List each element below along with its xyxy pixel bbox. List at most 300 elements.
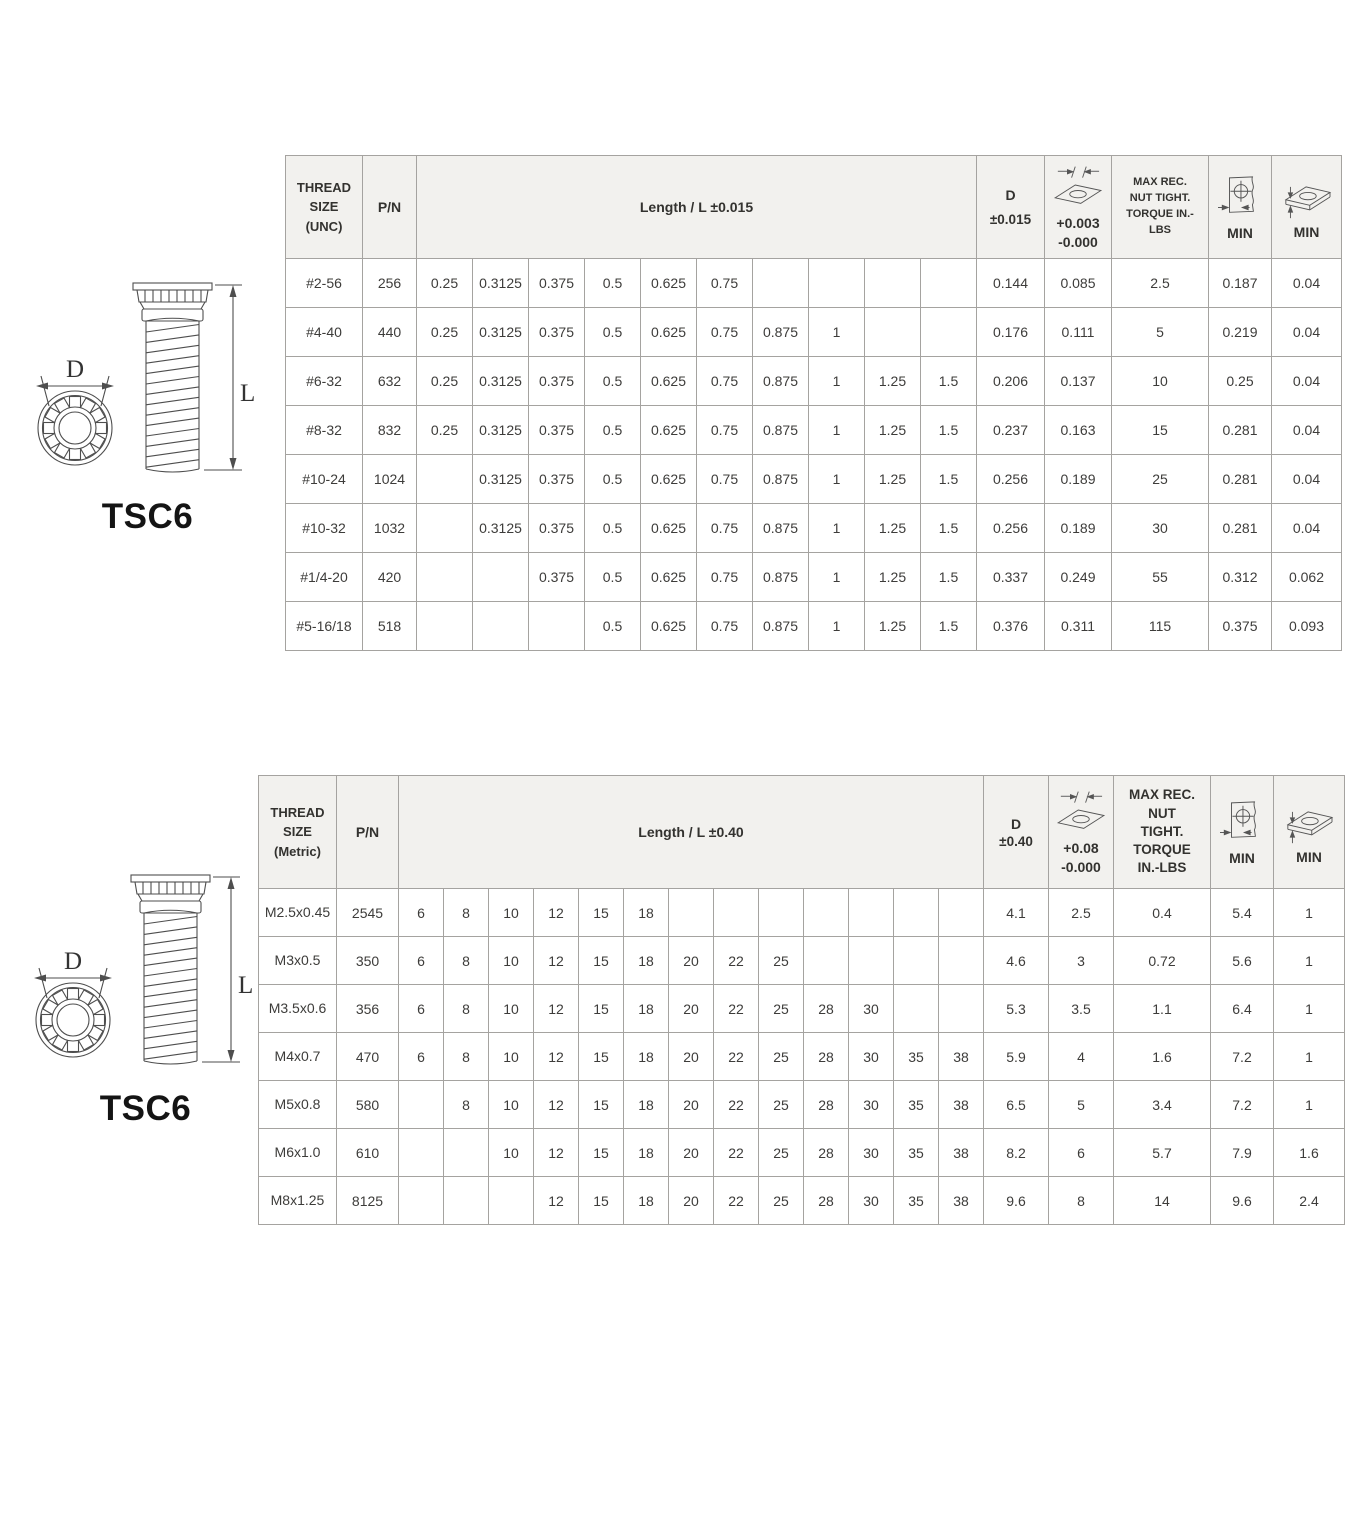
cell-thread-size: M4x0.7: [259, 1033, 337, 1081]
col-header-thread-size: THREAD SIZE (UNC): [286, 156, 363, 259]
cell-thread-size: M3.5x0.6: [259, 985, 337, 1033]
cell-length: 0.75: [697, 259, 753, 308]
col-header-diameter-d: [977, 156, 1045, 259]
cell-length: [939, 889, 984, 937]
cell-length: 15: [579, 1129, 624, 1177]
cell-max-torque: 0.72: [1114, 937, 1211, 985]
cell-length: 6: [399, 985, 444, 1033]
cell-max-torque: 10: [1112, 357, 1209, 406]
cell-length: 15: [579, 1081, 624, 1129]
cell-min-edge: 0.312: [1209, 553, 1272, 602]
spec-row: [286, 553, 1342, 602]
cell-length: [894, 937, 939, 985]
cell-length: [759, 889, 804, 937]
min-edge-label: MIN: [1227, 225, 1253, 241]
cell-min-thickness: 1: [1274, 1033, 1345, 1081]
cell-min-edge: 7.2: [1211, 1081, 1274, 1129]
cell-length: 8: [444, 889, 489, 937]
tsc6-technical-drawing-metric: [28, 870, 263, 1080]
spec-row: [259, 1129, 1345, 1177]
cell-length: 1: [809, 406, 865, 455]
cell-length: 25: [759, 1177, 804, 1225]
cell-min-thickness: 0.04: [1272, 357, 1342, 406]
cell-length: 12: [534, 1033, 579, 1081]
cell-min-edge: 0.25: [1209, 357, 1272, 406]
cell-length: 0.625: [641, 504, 697, 553]
cell-length: 35: [894, 1033, 939, 1081]
cell-length: 1.25: [865, 406, 921, 455]
cell-length: 0.875: [753, 553, 809, 602]
cell-min-edge: 5.4: [1211, 889, 1274, 937]
cell-length: 35: [894, 1081, 939, 1129]
cell-length: 18: [624, 1129, 669, 1177]
spec-row: [259, 1177, 1345, 1225]
cell-length: 20: [669, 1081, 714, 1129]
cell-length: 0.5: [585, 553, 641, 602]
cell-length: 12: [534, 985, 579, 1033]
cell-part-number: 832: [363, 406, 417, 455]
cell-length: 0.375: [529, 357, 585, 406]
cell-length: 25: [759, 1033, 804, 1081]
cell-length: 0.625: [641, 406, 697, 455]
col-header-diameter-d: [984, 776, 1049, 889]
cell-length: 20: [669, 985, 714, 1033]
cell-length: 1: [809, 357, 865, 406]
cell-hole-tolerance: 0.137: [1045, 357, 1112, 406]
cell-max-torque: 5: [1112, 308, 1209, 357]
cell-diameter-d: 0.376: [977, 602, 1045, 651]
cell-length: 0.875: [753, 406, 809, 455]
col-header-length-group: Length / L ±0.40: [399, 776, 984, 889]
cell-length: 0.625: [641, 357, 697, 406]
cell-length: 15: [579, 1033, 624, 1081]
cell-min-thickness: 0.04: [1272, 455, 1342, 504]
cell-part-number: 632: [363, 357, 417, 406]
col-header-max-torque: MAX REC. NUT TIGHT. TORQUE IN.-LBS: [1114, 776, 1211, 889]
cell-length: [399, 1177, 444, 1225]
cell-diameter-d: 4.1: [984, 889, 1049, 937]
cell-length: [865, 308, 921, 357]
cell-length: 38: [939, 1033, 984, 1081]
cell-thread-size: #10-32: [286, 504, 363, 553]
tsc6-drawing-svg: [28, 870, 263, 1080]
cell-min-edge: 0.281: [1209, 504, 1272, 553]
cell-min-edge: 7.9: [1211, 1129, 1274, 1177]
cell-part-number: 580: [337, 1081, 399, 1129]
cell-length: 0.5: [585, 357, 641, 406]
cell-min-thickness: 0.04: [1272, 259, 1342, 308]
cell-part-number: 1024: [363, 455, 417, 504]
col-header-min-thickness: [1274, 776, 1345, 889]
cell-thread-size: #5-16/18: [286, 602, 363, 651]
cell-length: 20: [669, 1177, 714, 1225]
cell-length: 35: [894, 1177, 939, 1225]
d-label: D: [1010, 815, 1022, 832]
cell-length: 20: [669, 937, 714, 985]
cell-length: 0.375: [529, 455, 585, 504]
cell-length: 0.3125: [473, 406, 529, 455]
col-header-max-torque: MAX REC. NUT TIGHT. TORQUE IN.-LBS: [1112, 156, 1209, 259]
cell-length: 1: [809, 602, 865, 651]
cell-length: 30: [849, 1081, 894, 1129]
cell-length: 25: [759, 985, 804, 1033]
cell-part-number: 518: [363, 602, 417, 651]
cell-min-thickness: 1: [1274, 1081, 1345, 1129]
cell-length: 6: [399, 937, 444, 985]
cell-length: 38: [939, 1177, 984, 1225]
cell-max-torque: 1.1: [1114, 985, 1211, 1033]
cell-length: [894, 985, 939, 1033]
edge-distance-dim-icon: [1218, 173, 1262, 221]
cell-max-torque: 0.4: [1114, 889, 1211, 937]
cell-length: 0.5: [585, 406, 641, 455]
cell-length: 22: [714, 1129, 759, 1177]
cell-length: 1.5: [921, 504, 977, 553]
cell-hole-tolerance: 0.249: [1045, 553, 1112, 602]
cell-min-thickness: 2.4: [1274, 1177, 1345, 1225]
cell-hole-tolerance: 4: [1049, 1033, 1114, 1081]
cell-length: 12: [534, 1177, 579, 1225]
cell-length: [804, 937, 849, 985]
cell-part-number: 420: [363, 553, 417, 602]
cell-length: 0.75: [697, 406, 753, 455]
cell-length: 28: [804, 1129, 849, 1177]
cell-diameter-d: 5.9: [984, 1033, 1049, 1081]
cell-length: 0.25: [417, 406, 473, 455]
cell-length: 22: [714, 985, 759, 1033]
cell-length: 1.5: [921, 406, 977, 455]
cell-hole-tolerance: 2.5: [1049, 889, 1114, 937]
col-header-min-edge: [1211, 776, 1274, 889]
cell-length: 0.75: [697, 308, 753, 357]
cell-length: 0.5: [585, 455, 641, 504]
cell-diameter-d: 0.256: [977, 455, 1045, 504]
col-header-part-number: P/N: [363, 156, 417, 259]
cell-min-thickness: 0.04: [1272, 504, 1342, 553]
cell-length: 1: [809, 455, 865, 504]
cell-length: 15: [579, 937, 624, 985]
cell-min-thickness: 0.04: [1272, 406, 1342, 455]
cell-length: 1.5: [921, 553, 977, 602]
col-header-thread-size: THREAD SIZE (Metric): [259, 776, 337, 889]
cell-length: 35: [894, 1129, 939, 1177]
cell-hole-tolerance: 0.111: [1045, 308, 1112, 357]
cell-length: 0.75: [697, 602, 753, 651]
cell-length: 22: [714, 1177, 759, 1225]
cell-length: 0.3125: [473, 259, 529, 308]
cell-length: 1.25: [865, 602, 921, 651]
header-row: [259, 776, 1345, 889]
cell-length: 1.25: [865, 504, 921, 553]
cell-length: 0.875: [753, 504, 809, 553]
cell-length: 25: [759, 1081, 804, 1129]
cell-length: 0.25: [417, 308, 473, 357]
spec-row: [259, 1081, 1345, 1129]
cell-min-edge: 0.281: [1209, 406, 1272, 455]
cell-length: 0.625: [641, 553, 697, 602]
hole-width-dim-icon: [1056, 788, 1106, 832]
cell-part-number: 440: [363, 308, 417, 357]
cell-part-number: 356: [337, 985, 399, 1033]
spec-row: [286, 504, 1342, 553]
cell-length: [939, 937, 984, 985]
cell-length: 28: [804, 1177, 849, 1225]
cell-length: 28: [804, 985, 849, 1033]
hole-tolerance-value: +0.003 -0.000: [1056, 215, 1100, 250]
hole-width-dim-icon: [1053, 163, 1103, 207]
cell-length: 1.5: [921, 602, 977, 651]
cell-min-edge: 6.4: [1211, 985, 1274, 1033]
cell-length: 12: [534, 1129, 579, 1177]
cell-length: 0.625: [641, 602, 697, 651]
cell-length: [399, 1129, 444, 1177]
cell-min-edge: 0.375: [1209, 602, 1272, 651]
cell-part-number: 8125: [337, 1177, 399, 1225]
cell-hole-tolerance: 0.311: [1045, 602, 1112, 651]
cell-min-edge: 7.2: [1211, 1033, 1274, 1081]
cell-thread-size: M3x0.5: [259, 937, 337, 985]
cell-length: [473, 602, 529, 651]
cell-min-edge: 5.6: [1211, 937, 1274, 985]
cell-length: 0.25: [417, 357, 473, 406]
spec-row: [286, 259, 1342, 308]
cell-length: 0.375: [529, 308, 585, 357]
cell-length: 12: [534, 1081, 579, 1129]
col-header-min-edge: [1209, 156, 1272, 259]
cell-length: 1: [809, 308, 865, 357]
cell-hole-tolerance: 3.5: [1049, 985, 1114, 1033]
min-edge-label: MIN: [1229, 850, 1255, 866]
cell-max-torque: 115: [1112, 602, 1209, 651]
cell-max-torque: 2.5: [1112, 259, 1209, 308]
cell-length: 0.875: [753, 602, 809, 651]
cell-min-thickness: 1: [1274, 937, 1345, 985]
sheet-thickness-dim-icon: [1282, 174, 1332, 220]
cell-length: [529, 602, 585, 651]
cell-length: 22: [714, 937, 759, 985]
cell-max-torque: 15: [1112, 406, 1209, 455]
min-thickness-label: MIN: [1293, 224, 1320, 240]
cell-diameter-d: 5.3: [984, 985, 1049, 1033]
cell-thread-size: M8x1.25: [259, 1177, 337, 1225]
cell-length: 1.5: [921, 455, 977, 504]
cell-length: 0.875: [753, 308, 809, 357]
cell-length: 0.75: [697, 553, 753, 602]
cell-diameter-d: 0.237: [977, 406, 1045, 455]
product-name-metric: TSC6: [99, 1089, 192, 1128]
cell-max-torque: 1.6: [1114, 1033, 1211, 1081]
cell-length: 8: [444, 1033, 489, 1081]
cell-length: 18: [624, 937, 669, 985]
cell-length: 18: [624, 889, 669, 937]
hole-tolerance-value: +0.08 -0.000: [1061, 840, 1101, 875]
product-name-unc: TSC6: [101, 497, 194, 536]
cell-length: 1.25: [865, 553, 921, 602]
cell-length: 12: [534, 937, 579, 985]
cell-part-number: 256: [363, 259, 417, 308]
cell-length: 0.375: [529, 259, 585, 308]
cell-length: 0.5: [585, 602, 641, 651]
cell-length: 10: [489, 1129, 534, 1177]
cell-hole-tolerance: 0.163: [1045, 406, 1112, 455]
cell-length: 30: [849, 1177, 894, 1225]
cell-length: 0.5: [585, 308, 641, 357]
d-tolerance-label: ±0.40: [999, 833, 1033, 849]
cell-length: 25: [759, 937, 804, 985]
cell-length: 1.25: [865, 357, 921, 406]
cell-max-torque: 30: [1112, 504, 1209, 553]
cell-thread-size: M2.5x0.45: [259, 889, 337, 937]
cell-length: 0.625: [641, 455, 697, 504]
cell-diameter-d: 8.2: [984, 1129, 1049, 1177]
cell-max-torque: 55: [1112, 553, 1209, 602]
cell-length: 1: [809, 553, 865, 602]
spec-row: [259, 985, 1345, 1033]
cell-length: 18: [624, 1033, 669, 1081]
unc-spec-table: [285, 155, 1342, 651]
cell-length: 8: [444, 985, 489, 1033]
tsc6-drawing-svg: [30, 278, 265, 488]
cell-length: 1: [809, 504, 865, 553]
cell-thread-size: #6-32: [286, 357, 363, 406]
cell-length: [417, 602, 473, 651]
cell-length: 10: [489, 889, 534, 937]
cell-length: [714, 889, 759, 937]
cell-length: 6: [399, 1033, 444, 1081]
cell-length: 25: [759, 1129, 804, 1177]
cell-min-thickness: 1: [1274, 889, 1345, 937]
cell-length: 0.5: [585, 504, 641, 553]
cell-length: 0.25: [417, 259, 473, 308]
cell-length: 18: [624, 1177, 669, 1225]
cell-diameter-d: 0.144: [977, 259, 1045, 308]
cell-diameter-d: 9.6: [984, 1177, 1049, 1225]
cell-diameter-d: 4.6: [984, 937, 1049, 985]
cell-length: 15: [579, 889, 624, 937]
cell-thread-size: M5x0.8: [259, 1081, 337, 1129]
cell-length: 18: [624, 1081, 669, 1129]
spec-row: [286, 602, 1342, 651]
cell-length: 20: [669, 1129, 714, 1177]
cell-hole-tolerance: 8: [1049, 1177, 1114, 1225]
cell-part-number: 1032: [363, 504, 417, 553]
cell-length: [417, 553, 473, 602]
cell-length: 6: [399, 889, 444, 937]
d-tolerance-label: ±0.015: [989, 212, 1032, 227]
cell-length: 20: [669, 1033, 714, 1081]
cell-max-torque: 5.7: [1114, 1129, 1211, 1177]
min-thickness-label: MIN: [1296, 849, 1322, 865]
cell-length: 22: [714, 1081, 759, 1129]
cell-length: [809, 259, 865, 308]
cell-length: 10: [489, 1033, 534, 1081]
cell-hole-tolerance: 0.085: [1045, 259, 1112, 308]
cell-length: 0.75: [697, 357, 753, 406]
cell-thread-size: #1/4-20: [286, 553, 363, 602]
cell-part-number: 610: [337, 1129, 399, 1177]
cell-length: 8: [444, 937, 489, 985]
cell-max-torque: 25: [1112, 455, 1209, 504]
cell-min-edge: 0.187: [1209, 259, 1272, 308]
cell-diameter-d: 0.176: [977, 308, 1045, 357]
cell-length: 0.3125: [473, 308, 529, 357]
col-header-length-group: Length / L ±0.015: [417, 156, 977, 259]
col-header-hole-tolerance: [1049, 776, 1114, 889]
cell-length: 0.875: [753, 455, 809, 504]
col-header-min-thickness: [1272, 156, 1342, 259]
cell-hole-tolerance: 0.189: [1045, 504, 1112, 553]
cell-part-number: 350: [337, 937, 399, 985]
cell-length: 0.625: [641, 259, 697, 308]
tsc6-technical-drawing-unc: [30, 278, 265, 488]
cell-hole-tolerance: 0.189: [1045, 455, 1112, 504]
cell-diameter-d: 6.5: [984, 1081, 1049, 1129]
cell-thread-size: #2-56: [286, 259, 363, 308]
sheet-thickness-dim-icon: [1284, 799, 1334, 845]
cell-length: 12: [534, 889, 579, 937]
cell-length: 18: [624, 985, 669, 1033]
cell-length: 38: [939, 1129, 984, 1177]
cell-length: 10: [489, 937, 534, 985]
cell-length: 0.3125: [473, 504, 529, 553]
d-label: D: [1005, 187, 1016, 203]
cell-length: [444, 1129, 489, 1177]
cell-length: 8: [444, 1081, 489, 1129]
cell-length: 10: [489, 1081, 534, 1129]
header-row: [286, 156, 1342, 259]
cell-length: 0.375: [529, 504, 585, 553]
spec-row: [259, 937, 1345, 985]
cell-length: 38: [939, 1081, 984, 1129]
cell-diameter-d: 0.206: [977, 357, 1045, 406]
edge-distance-dim-icon: [1220, 798, 1264, 846]
spec-row: [286, 455, 1342, 504]
cell-length: [921, 259, 977, 308]
spec-row: [259, 889, 1345, 937]
cell-length: 30: [849, 1033, 894, 1081]
cell-min-edge: 9.6: [1211, 1177, 1274, 1225]
spec-row: [286, 406, 1342, 455]
spec-row: [286, 357, 1342, 406]
cell-length: 30: [849, 985, 894, 1033]
cell-length: 10: [489, 985, 534, 1033]
cell-length: [417, 504, 473, 553]
cell-length: 0.875: [753, 357, 809, 406]
cell-length: 1.5: [921, 357, 977, 406]
cell-thread-size: #8-32: [286, 406, 363, 455]
cell-length: [921, 308, 977, 357]
cell-length: [939, 985, 984, 1033]
cell-length: 28: [804, 1033, 849, 1081]
cell-part-number: 2545: [337, 889, 399, 937]
spec-row: [259, 1033, 1345, 1081]
cell-part-number: 470: [337, 1033, 399, 1081]
cell-min-thickness: 0.062: [1272, 553, 1342, 602]
cell-max-torque: 3.4: [1114, 1081, 1211, 1129]
cell-min-thickness: 1: [1274, 985, 1345, 1033]
cell-length: [849, 889, 894, 937]
cell-thread-size: M6x1.0: [259, 1129, 337, 1177]
cell-thread-size: #4-40: [286, 308, 363, 357]
cell-length: [753, 259, 809, 308]
col-header-part-number: P/N: [337, 776, 399, 889]
cell-length: 0.3125: [473, 357, 529, 406]
cell-length: 1.25: [865, 455, 921, 504]
col-header-hole-tolerance: [1045, 156, 1112, 259]
cell-length: 0.5: [585, 259, 641, 308]
spec-row: [286, 308, 1342, 357]
cell-length: [473, 553, 529, 602]
